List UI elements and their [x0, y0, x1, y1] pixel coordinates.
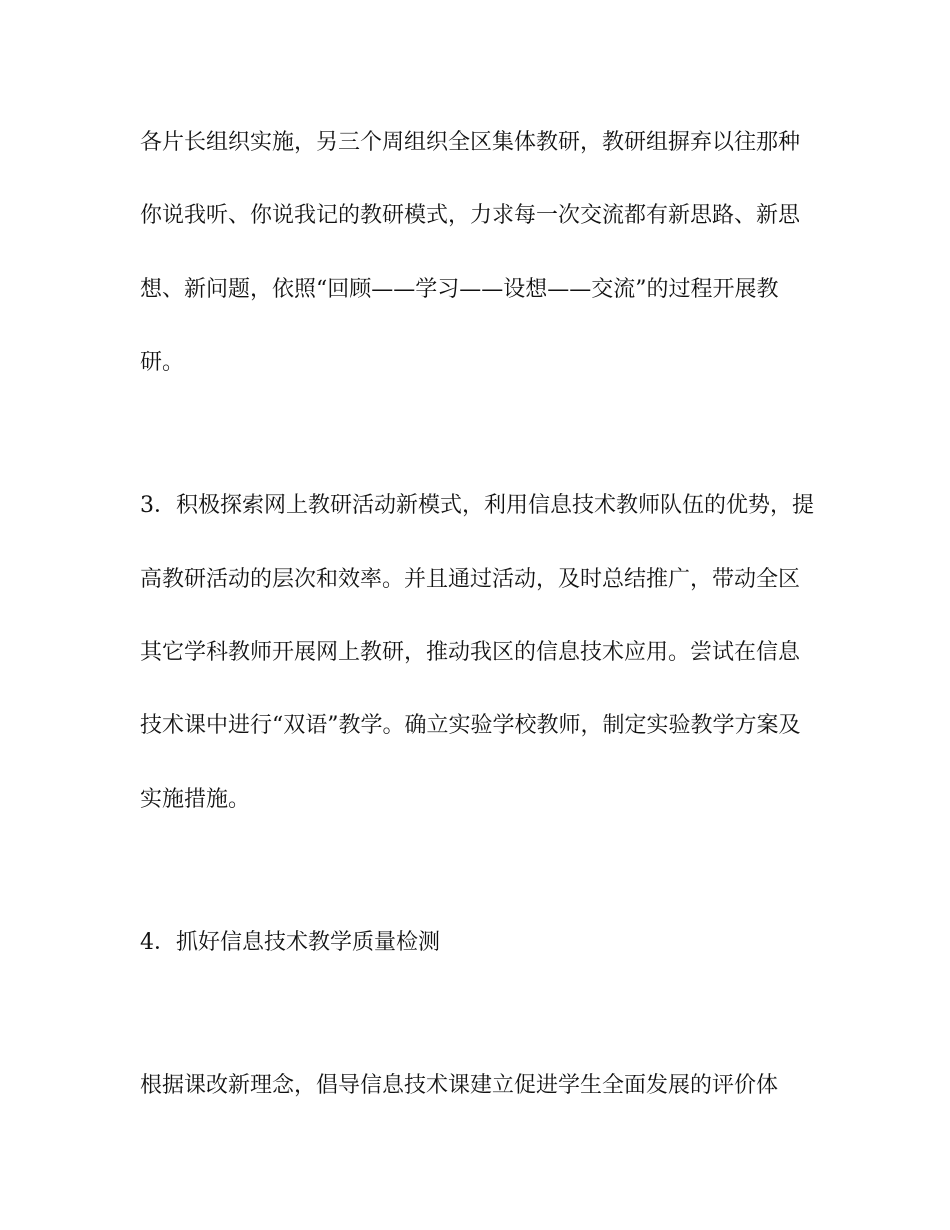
text-line: 3．积极探索网上教研活动新模式，利用信息技术教师队伍的优势，提	[140, 493, 814, 518]
text-line: 各片长组织实施，另三个周组织全区集体教研，教研组摒弃以往那种	[140, 130, 801, 155]
text-line: 想、新问题，依照“回顾——学习——设想——交流”的过程开展教	[140, 277, 779, 302]
text-line: 研。	[140, 350, 185, 375]
text-line: 技术课中进行“双语”教学。确立实验学校教师，制定实验教学方案及	[140, 713, 801, 738]
text-line: 根据课改新理念，倡导信息技术课建立促进学生全面发展的评价体	[140, 1073, 779, 1098]
text-line: 你说我听、你说我记的教研模式，力求每一次交流都有新思路、新思	[140, 203, 801, 228]
text-line: 实施措施。	[140, 787, 251, 812]
text-line: 其它学科教师开展网上教研，推动我区的信息技术应用。尝试在信息	[140, 640, 801, 665]
section-heading: 4．抓好信息技术教学质量检测	[140, 930, 440, 955]
text-line: 高教研活动的层次和效率。并且通过活动，及时总结推广，带动全区	[140, 567, 801, 592]
